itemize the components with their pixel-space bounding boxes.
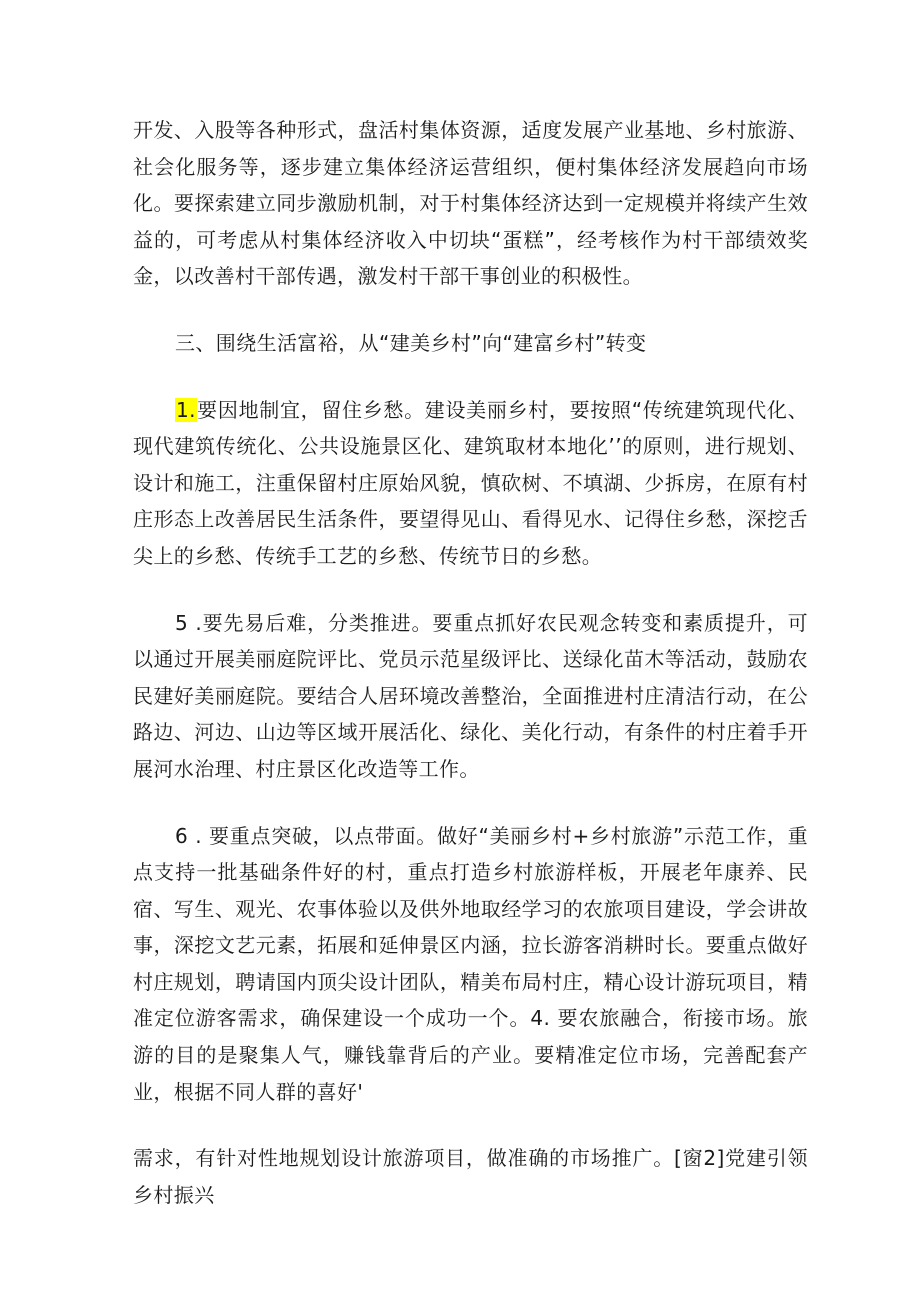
document-page [133,112,808,1213]
paragraph-item-6: 6 . 要重点突破，以点带面。做好“美丽乡村+乡村旅游”示范工作，重点支持一批基础条件好的村，重点打造乡村旅游样板，开展老年康养、民宿、写生、观光、农事体验以及供外地取经学习的农旅项目建设，学会讲故事，深挖文艺元素，拓展和延伸景区内涵，拉长游客消耕时长。要重点做好村庄规划，聘请国内顶尖设计团队，精美布局村庄，精心设计游玩项目，精准定位游客需求，确保建设一个成功一个。4. 要农旅融合，衔接市场。旅游的目的是聚集人气，赚钱靠背后的产业。要精准定位市场，完善配套产业，根据不同人群的喜好' [133,823,808,1104]
paragraph-item-1 [133,392,808,575]
section-heading-3: 三、围绕生活富裕，从“建美乡村”向“建富乡村”转变 [175,330,647,355]
paragraph-closing: 需求，有针对性地规划设计旅游项目，做准确的市场推广。[窗2]党建引领乡村振兴 [133,1146,808,1207]
highlighted-item-number: 1. [176,397,196,422]
paragraph-item-5: 5 .要先易后难，分类推进。要重点抓好农民观念转变和素质提升，可以通过开展美丽庭院评比、党员示范星级评比、送绿化苗木等活动，鼓励农民建好美丽庭院。要结合人居环境改善整治，全面推进村庄清洁行动，在公路边、河边、山边等区域开展活化、绿化、美化行动，有条件的村庄着手开展河水治理、村庄景区化改造等工作。 [133,610,808,781]
item-1-text: 要因地制宜，留住乡愁。建设美丽乡村，要按照“传统建筑现代化、现代建筑传统化、公共设施景区化、建筑取材本地化’’的原则，进行规划、设计和施工，注重保留村庄原始风貌，慎砍树、不填湖、少拆房，在原有村庄形态上改善居民生活条件，要望得见山、看得见水、记得住乡愁，深挖舌尖上的乡愁、传统手工艺的乡愁、传统节日的乡愁。 [133,397,808,568]
paragraph-collective-economy: 开发、入股等各种形式，盘活村集体资源，适度发展产业基地、乡村旅游、社会化服务等，逐步建立集体经济运营组织，便村集体经济发展趋向市场化。要探索建立同步激励机制，对于村集体经济达到一定规模并将续产生效益的，可考虑从村集体经济收入中切块“蛋糕”，经考核作为村干部绩效奖金，以改善村干部传遇，激发村干部干事创业的积极性。 [133,118,808,289]
